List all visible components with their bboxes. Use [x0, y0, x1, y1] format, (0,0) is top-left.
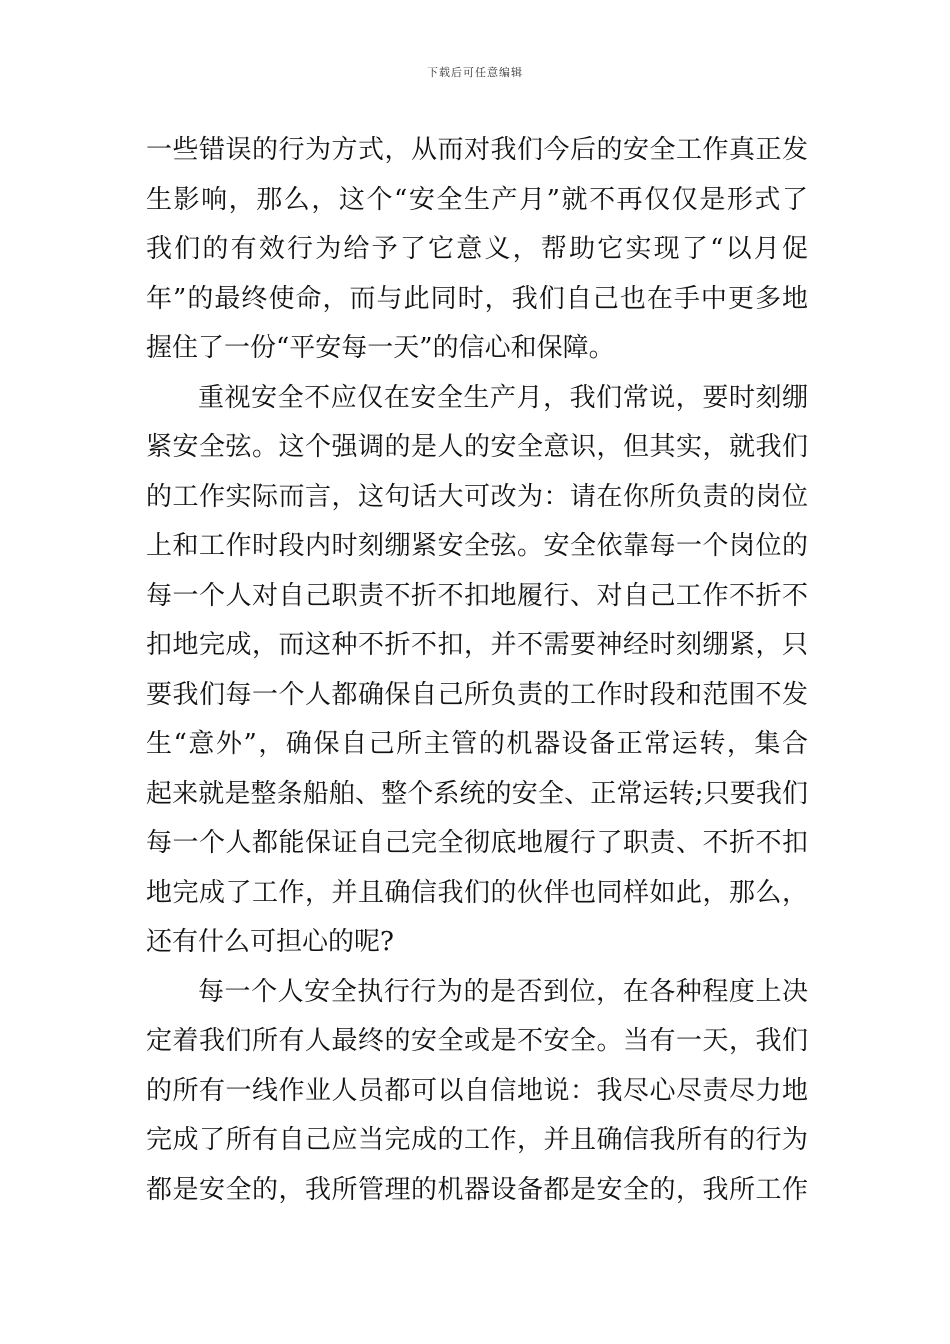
- text-line: 每一个人安全执行行为的是否到位，在各种程度上决: [198, 976, 808, 1007]
- text-line: 都是安全的，我所管理的机器设备都是安全的，我所工作: [146, 1174, 808, 1205]
- text-line: 扣地完成，而这种不折不扣，并不需要神经时刻绷紧，只: [146, 630, 808, 660]
- text-line: 上和工作时段内时刻绷紧安全弦。安全依靠每一个岗位的: [146, 531, 808, 561]
- paragraph: [146, 968, 808, 1216]
- paragraph: [146, 126, 808, 374]
- text-line: 紧安全弦。这个强调的是人的安全意识，但其实，就我们: [146, 432, 808, 462]
- page-header: 下载后可任意编辑: [427, 66, 523, 79]
- text-line: 生“意外”，确保自己所主管的机器设备正常运转，集合: [146, 729, 808, 759]
- text-line: 定着我们所有人最终的安全或是不安全。当有一天，我们: [146, 1026, 808, 1056]
- text-line: 握住了一份“平安每一天”的信心和保障。: [146, 333, 615, 363]
- text-line: 完成了所有自己应当完成的工作，并且确信我所有的行为: [146, 1125, 808, 1155]
- text-line: 起来就是整条船舶、整个系统的安全、正常运转;只要我们: [146, 778, 808, 809]
- text-line: 每一个人都能保证自己完全彻底地履行了职责、不折不扣: [146, 828, 808, 858]
- text-line: 的所有一线作业人员都可以自信地说：我尽心尽责尽力地: [146, 1075, 808, 1106]
- text-line: 年”的最终使命，而与此同时，我们自己也在手中更多地: [146, 283, 808, 314]
- text-line: 重视安全不应仅在安全生产月，我们常说，要时刻绷: [198, 382, 808, 413]
- text-line: 地完成了工作，并且确信我们的伙伴也同样如此，那么，: [146, 877, 808, 908]
- text-line: 还有什么可担心的呢?: [146, 927, 394, 957]
- text-line: 我们的有效行为给予了它意义，帮助它实现了“以月促: [146, 234, 808, 264]
- text-line: 的工作实际而言，这句话大可改为：请在你所负责的岗位: [146, 481, 808, 512]
- text-line: 生影响，那么，这个“安全生产月”就不再仅仅是形式了: [146, 184, 808, 215]
- paragraph: [146, 374, 808, 968]
- text-line: 每一个人对自己职责不折不扣地履行、对自己工作不折不: [146, 580, 808, 611]
- text-line: 要我们每一个人都确保自己所负责的工作时段和范围不发: [146, 679, 808, 710]
- text-line: 一些错误的行为方式，从而对我们今后的安全工作真正发: [146, 135, 808, 165]
- document-body: [146, 126, 808, 1215]
